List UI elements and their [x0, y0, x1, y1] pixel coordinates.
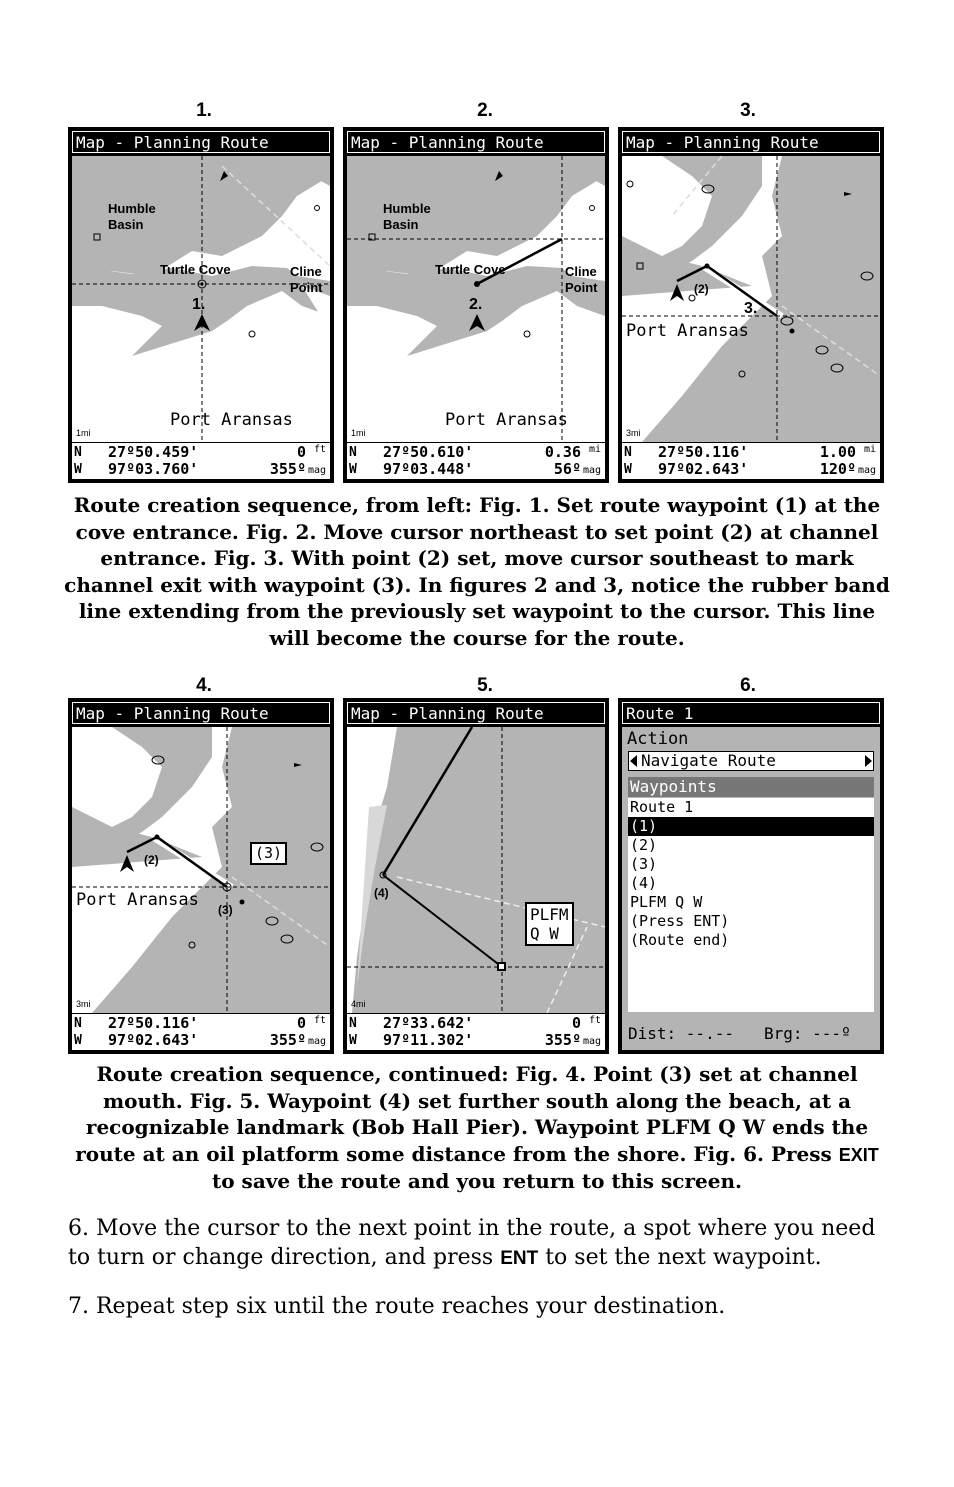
arrow-left-icon[interactable] [630, 755, 637, 767]
screen-title: Map - Planning Route [72, 702, 330, 724]
label-waypoint-3-box: (3) [250, 842, 287, 865]
list-item[interactable]: (Route end) [630, 931, 730, 949]
lat-label: N [349, 1016, 357, 1031]
label-cline-point: Cline Point [290, 264, 323, 295]
lon-label: W [349, 1033, 357, 1048]
arrow-right-icon[interactable] [865, 755, 872, 767]
scale-label: 3mi [76, 999, 91, 1009]
gps-screen-5 [343, 698, 609, 1054]
label-cline-point: Cline Point [565, 264, 598, 295]
bearing: 355º [269, 460, 306, 478]
list-item[interactable]: (4) [630, 874, 658, 892]
distance-unit: ft [313, 1015, 326, 1026]
gps-screen-6 [618, 698, 884, 1054]
action-select[interactable] [628, 751, 874, 771]
screen-title: Route 1 [622, 702, 880, 724]
distance: 0 [571, 1014, 581, 1032]
bearing: 56º [553, 460, 581, 478]
figure-number-5: 5. [477, 675, 493, 696]
exit-key: EXIT [838, 1144, 879, 1165]
label-port-aransas: Port Aransas [626, 321, 749, 341]
scale-label: 4mi [351, 999, 366, 1009]
list-item[interactable]: (2) [630, 836, 658, 854]
gps-screen-3 [618, 127, 884, 483]
status-bar [72, 1014, 330, 1050]
bearing: 355º [269, 1031, 306, 1049]
bearing: 120º [819, 460, 856, 478]
lon-label: W [74, 462, 82, 477]
longitude: 97º02.643' [658, 460, 749, 478]
screen-title: Map - Planning Route [347, 131, 605, 153]
map-view [72, 727, 330, 1013]
caption-text-after: to save the route and you return to this screen. [212, 1169, 742, 1193]
label-turtle-cove: Turtle Cove [160, 262, 231, 277]
list-item-selected[interactable]: (1) [628, 817, 874, 836]
label-plfm-qw: PLFM Q W [525, 902, 574, 946]
waypoint-list [628, 798, 874, 1012]
figure-number-4: 4. [196, 675, 212, 696]
caption-text-before: Route creation sequence, continued: Fig. 4. Point (3) set at channel mouth. Fig. 5. Waypoint (4) set further south along the beach, at a recognizable landmark (Bob Hall Pier). Waypoint PLFM Q W ends the route at an oil platform some distance from the shore. Fig. 6. Press [75, 1062, 869, 1166]
screen-title: Map - Planning Route [622, 131, 880, 153]
step-6-paragraph [68, 1214, 898, 1273]
distance: 0 [296, 443, 306, 461]
list-item[interactable]: Route 1 [630, 798, 694, 816]
map-view [622, 156, 880, 442]
distance-unit: mi [588, 444, 601, 455]
latitude: 27º50.459' [108, 443, 199, 461]
lon-label: W [349, 462, 357, 477]
bearing-unit: mag [582, 1036, 601, 1047]
list-item[interactable]: PLFM Q W [630, 893, 703, 911]
label-waypoint-3: (3) [218, 903, 233, 917]
figure-number-6: 6. [740, 675, 756, 696]
label-waypoint-4: (4) [374, 886, 389, 900]
lat-label: N [74, 1016, 82, 1031]
figure-number-3: 3. [740, 100, 756, 121]
distance: 0.36 [544, 443, 581, 461]
status-bar [72, 443, 330, 479]
gps-screen-1 [68, 127, 334, 483]
label-humble-basin: Humble Basin [383, 201, 431, 232]
distance-unit: ft [313, 444, 326, 455]
latitude: 27º50.116' [108, 1014, 199, 1032]
list-item[interactable]: (3) [630, 855, 658, 873]
bearing-unit: mag [582, 465, 601, 476]
longitude: 97º03.448' [383, 460, 474, 478]
action-label: Action [627, 729, 689, 749]
label-turtle-cove: Turtle Cove [435, 262, 506, 277]
lat-label: N [349, 445, 357, 460]
gps-screen-4 [68, 698, 334, 1054]
label-waypoint-2: (2) [144, 853, 159, 867]
longitude: 97º02.643' [108, 1031, 199, 1049]
bearing-unit: mag [857, 465, 876, 476]
lat-label: N [624, 445, 632, 460]
map-view [72, 156, 330, 442]
latitude: 27º33.642' [383, 1014, 474, 1032]
scale-label: 3mi [626, 428, 641, 438]
label-port-aransas: Port Aransas [76, 890, 199, 910]
step-6-before: 6. Move the cursor to the next point in the route, a spot where you need to turn or change direction, and press [68, 1216, 876, 1270]
distance-unit: ft [588, 1015, 601, 1026]
label-waypoint-2: (2) [694, 282, 709, 296]
step-6-after: to set the next waypoint. [538, 1245, 822, 1270]
bearing-unit: mag [307, 465, 326, 476]
latitude: 27º50.610' [383, 443, 474, 461]
route-footer [622, 1016, 880, 1050]
figure-number-1: 1. [196, 100, 212, 121]
bearing-unit: mag [307, 1036, 326, 1047]
distance-readout: Dist: --.-- [628, 1024, 734, 1043]
scale-label: 1mi [351, 428, 366, 438]
label-port-aransas: Port Aransas [445, 410, 568, 430]
screen-title: Map - Planning Route [347, 702, 605, 724]
map-view [347, 156, 605, 442]
action-select-value: Navigate Route [641, 751, 776, 770]
caption-figures-1-3: Route creation sequence, from left: Fig. 1. Set route waypoint (1) at the cove entrance. Fig. 2. Move cursor northeast to set point (2) at channel entrance. Fig. 3. With point (2) set, move cursor southeast to mark channel exit with waypoint (3). In figures 2 and 3, notice the rubber band line extending from the previously set waypoint to the cursor. This line will become the course for the route. [64, 493, 890, 650]
ent-key: ENT [500, 1248, 539, 1269]
distance-unit: mi [863, 444, 876, 455]
route-menu [622, 727, 880, 1016]
distance: 0 [296, 1014, 306, 1032]
label-port-aransas: Port Aransas [170, 410, 293, 430]
bearing: 355º [544, 1031, 581, 1049]
screen-title: Map - Planning Route [72, 131, 330, 153]
label-waypoint: 2. [469, 296, 483, 313]
lon-label: W [74, 1033, 82, 1048]
label-humble-basin: Humble Basin [108, 201, 156, 232]
label-waypoint: 1. [192, 296, 206, 313]
lon-label: W [624, 462, 632, 477]
scale-label: 1mi [76, 428, 91, 438]
longitude: 97º11.302' [383, 1031, 474, 1049]
status-bar [347, 1014, 605, 1050]
bearing-readout: Brg: ---º [764, 1024, 851, 1043]
waypoints-header: Waypoints [628, 777, 874, 797]
map-view [347, 727, 605, 1013]
status-bar [622, 443, 880, 479]
label-waypoint: 3. [744, 300, 758, 317]
longitude: 97º03.760' [108, 460, 199, 478]
list-item[interactable]: (Press ENT) [630, 912, 730, 930]
gps-screen-2 [343, 127, 609, 483]
status-bar [347, 443, 605, 479]
caption-figures-4-6 [62, 1061, 892, 1195]
figure-number-2: 2. [477, 100, 493, 121]
lat-label: N [74, 445, 82, 460]
step-7-paragraph: 7. Repeat step six until the route reaches your destination. [68, 1294, 726, 1319]
latitude: 27º50.116' [658, 443, 749, 461]
distance: 1.00 [819, 443, 856, 461]
